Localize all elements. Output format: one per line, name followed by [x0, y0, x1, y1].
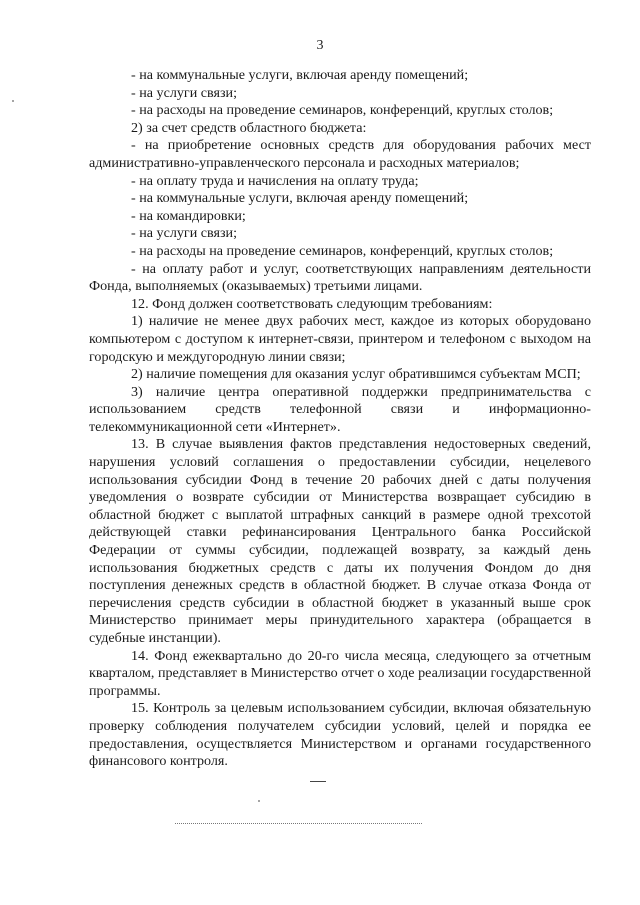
- clause-12-heading: 12. Фонд должен соответствовать следующим требованиям:: [131, 295, 493, 312]
- regional-budget-heading: 2) за счет средств областного бюджета:: [131, 119, 367, 136]
- list-item-communications: - на услуги связи;: [131, 84, 237, 101]
- clause-14: 14. Фонд ежеквартально до 20-го числа месяца, следующего за отчетным кварталом, представляет в Министерство отчет о ходе реализации государственной программы.: [89, 647, 591, 699]
- clause-15: 15. Контроль за целевым использованием субсидии, включая обязательную проверку соблюдения получателем субсидии условий, целей и порядка ее предоставления, осуществляется Министерством и органами государственного финансового контроля.: [89, 700, 591, 770]
- list-item-fixed-assets: - на приобретение основных средств для оборудования рабочих мест административно-управленческого персонала и расходных материалов;: [89, 137, 591, 171]
- footer-line: [175, 823, 422, 824]
- list-item-seminars: - на расходы на проведение семинаров, конференций, круглых столов;: [131, 102, 554, 119]
- list-item-seminars-2: - на расходы на проведение семинаров, конференций, круглых столов;: [131, 242, 554, 259]
- clause-13: 13. В случае выявления фактов представления недостоверных сведений, нарушения условий соглашения о предоставлении субсидии, нецелевого использования субсидии Фонд в течение 20 рабочих дней с даты получения уведомления о возврате субсидии от Министерства возвращает субсидию в областной бюджет с выплатой штрафных санкций в размере одной трехсотой действующей ставки рефинансирования Центрального банка Российской Федерации от суммы субсидии, подлежащей возврату, за каждый день использования бюджетных средств с даты их получения Фондом до дня поступления денежных средств в областной бюджет. В случае отказа Фонда от перечисления средств субсидии в областной бюджет в указанный выше срок Министерство принимает меры принудительного характера (обращается в судебные инстанции).: [89, 436, 591, 646]
- end-rule: [310, 781, 326, 782]
- list-item-communications-2: - на услуги связи;: [131, 225, 237, 242]
- scan-speck: [258, 800, 260, 802]
- clause-12-item-1: 1) наличие не менее двух рабочих мест, каждое из которых оборудовано компьютером с доступом к интернет-связи, принтером и телефоном с выходом на городскую и междугородную линии связи;: [89, 313, 591, 365]
- page-number: 3: [316, 38, 324, 53]
- clause-12-item-2: 2) наличие помещения для оказания услуг обратившимся субъектам МСП;: [131, 366, 581, 383]
- scan-speck: [12, 100, 14, 102]
- list-item-utilities-2: - на коммунальные услуги, включая аренду помещений;: [131, 190, 469, 207]
- clause-12-item-3: 3) наличие центра оперативной поддержки предпринимательства с использованием средств телефонной связи и информационно-телекоммуникационной сети «Интернет».: [89, 383, 591, 435]
- list-item-utilities: - на коммунальные услуги, включая аренду помещений;: [131, 67, 469, 83]
- document-body: [89, 67, 591, 771]
- list-item-payroll: - на оплату труда и начисления на оплату труда;: [131, 172, 419, 189]
- list-item-business-trips: - на командировки;: [131, 207, 246, 224]
- list-item-third-party-works: - на оплату работ и услуг, соответствующих направлениям деятельности Фонда, выполняемых (оказываемых) третьими лицами.: [89, 260, 591, 295]
